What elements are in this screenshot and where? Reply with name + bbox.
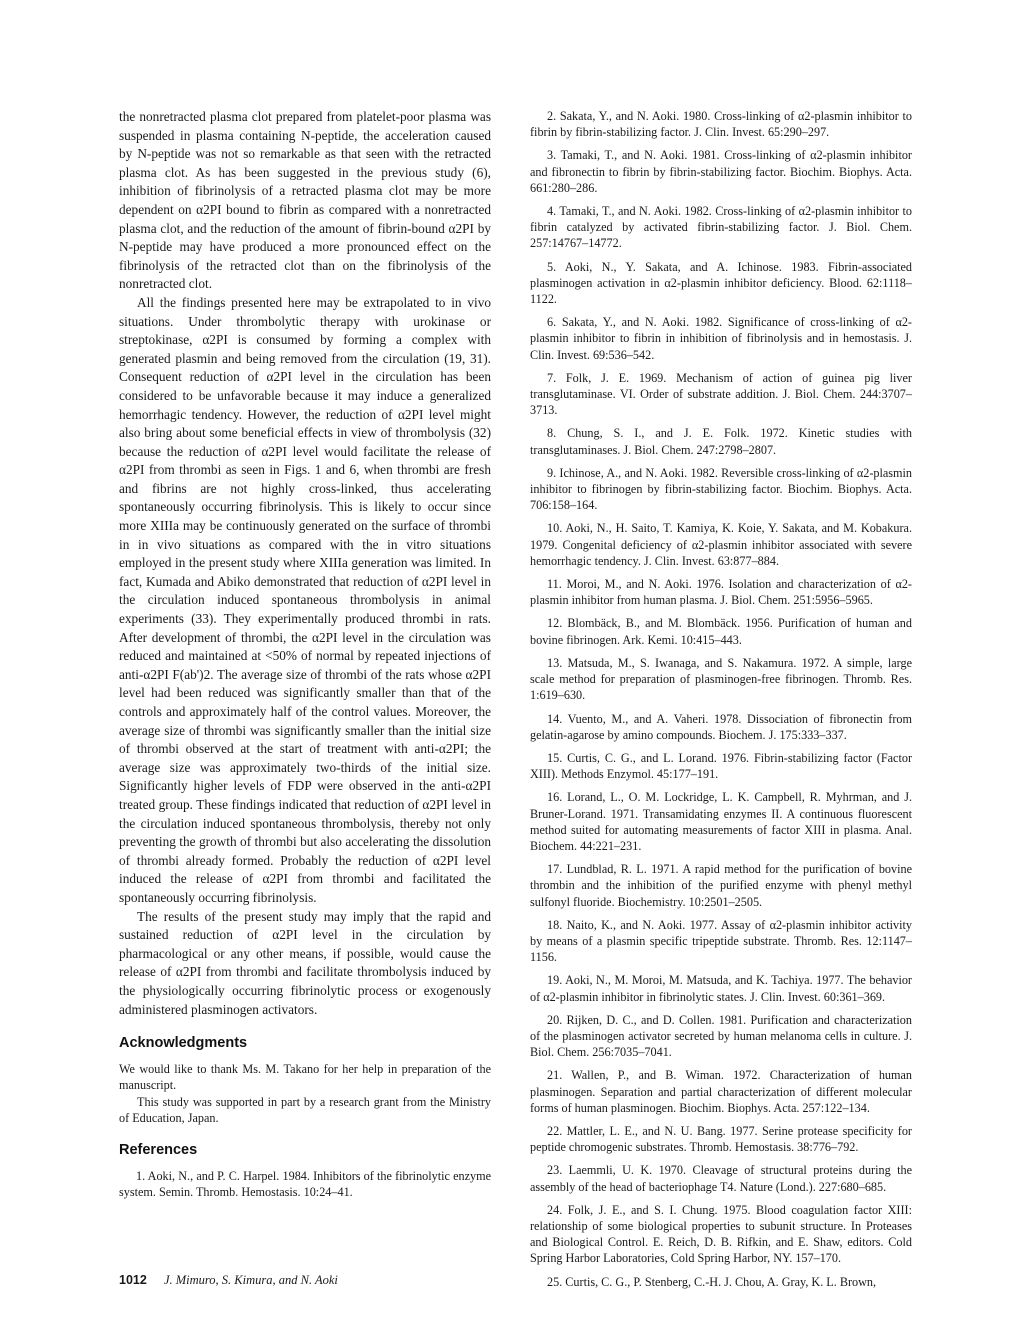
body-paragraph: The results of the present study may imply that the rapid and sustained reduction of α2PI level in the circulation by pharmacological or any other means, if possible, would cause the release of α2PI from thrombi and facilitate thrombolysis induced by the physiologically occurring fibrinolytic process or exogenously administered plasminogen activators. (119, 908, 491, 1017)
left-column (119, 108, 491, 1207)
reference-item: 16. Lorand, L., O. M. Lockridge, L. K. Campbell, R. Myhrman, and J. Bruner-Lorand. 1971. Transamidating enzymes II. A continuous fluorescent method suited for automating measurements of factor XIII in plasma. Anal. Biochem. 44:221–231. (530, 790, 912, 853)
page-footer (119, 1273, 338, 1288)
reference-item: 14. Vuento, M., and A. Vaheri. 1978. Dissociation of fibronectin from gelatin-agarose by amino compounds. Biochem. J. 175:333–337. (530, 711, 912, 742)
reference-item: 11. Moroi, M., and N. Aoki. 1976. Isolation and characterization of α2-plasmin inhibitor from human plasma. J. Biol. Chem. 251:5956–5965. (530, 577, 912, 608)
reference-item: 19. Aoki, N., M. Moroi, M. Matsuda, and K. Tachiya. 1977. The behavior of α2-plasmin inhibitor in fibrinolytic states. J. Clin. Invest. 60:361–369. (530, 973, 912, 1004)
right-column (530, 108, 912, 1297)
reference-item: 2. Sakata, Y., and N. Aoki. 1980. Cross-linking of α2-plasmin inhibitor to fibrin by fibrin-stabilizing factor. J. Clin. Invest. 65:290–297. (530, 109, 912, 140)
page-number: 1012 (119, 1273, 147, 1287)
reference-item: 25. Curtis, C. G., P. Stenberg, C.-H. J. Chou, A. Gray, K. L. Brown, (547, 1274, 877, 1289)
reference-item: 23. Laemmli, U. K. 1970. Cleavage of structural proteins during the assembly of the head of bacteriophage T4. Nature (Lond.). 227:680–685. (530, 1163, 912, 1194)
reference-item: 18. Naito, K., and N. Aoki. 1977. Assay of α2-plasmin inhibitor activity by means of a plasmin specific tripeptide substrate. Thromb. Res. 12:1147–1156. (530, 917, 912, 965)
reference-item: 7. Folk, J. E. 1969. Mechanism of action of guinea pig liver transglutaminase. VI. Order of substrate addition. J. Biol. Chem. 244:3707–3713. (530, 370, 912, 418)
reference-item: 17. Lundblad, R. L. 1971. A rapid method for the purification of bovine thrombin and the inhibition of the purified enzyme with phenyl methyl sulfonyl fluoride. Biochemistry. 10:2501–2505. (530, 862, 912, 909)
reference-item: 22. Mattler, L. E., and N. U. Bang. 1977. Serine protease specificity for peptide chromogenic substrates. Thromb. Hemostasis. 38:776–792. (530, 1123, 912, 1155)
reference-item: 10. Aoki, N., H. Saito, T. Kamiya, K. Koie, Y. Sakata, and M. Kobakura. 1979. Congenital deficiency of α2-plasmin inhibitor associated with severe hemorrhagic tendency. J. Clin. Invest. 63:877–884. (530, 521, 912, 568)
reference-item: 9. Ichinose, A., and N. Aoki. 1982. Reversible cross-linking of α2-plasmin inhibitor to fibrinogen by fibrin-stabilizing factor. Biochim. Biophys. Acta. 706:158–164. (530, 465, 912, 513)
reference-item: 15. Curtis, C. G., and L. Lorand. 1976. Fibrin-stabilizing factor (Factor XIII). Methods Enzymol. 45:177–191. (530, 750, 912, 782)
references-heading: References (119, 1141, 198, 1158)
reference-item: 4. Tamaki, T., and N. Aoki. 1982. Cross-linking of α2-plasmin inhibitor to fibrin catalyzed by activated fibrin-stabilizing factor. J. Biol. Chem. 257:14767–14772. (530, 204, 912, 251)
reference-item: 8. Chung, S. I., and J. E. Folk. 1972. Kinetic studies with transglutaminases. J. Biol. Chem. 247:2798–2807. (530, 426, 912, 457)
reference-item: 3. Tamaki, T., and N. Aoki. 1981. Cross-linking of α2-plasmin inhibitor and fibronectin to fibrin by fibrin-stabilizing factor. Biochim. Biophys. Acta. 661:280–286. (530, 148, 912, 195)
body-paragraph: the nonretracted plasma clot prepared from platelet-poor plasma was suspended in plasma containing N-peptide, the acceleration caused by N-peptide was not so remarkable as that seen with the retracted plasma clot. As has been suggested in the previous study (6), inhibition of fibrinolysis of a retracted plasma clot may be more dependent on α2PI bound to fibrin as compared with a nonretracted plasma clot, and the reduction of the amount of fibrin-bound α2PI by N-peptide may have produced a more pronounced effect on the fibrinolysis of the retracted clot than on the fibrinolysis of the nonretracted clot. (119, 109, 491, 292)
acknowledgment-text: We would like to thank Ms. M. Takano for her help in preparation of the manuscript. (119, 1062, 491, 1093)
reference-item: 1. Aoki, N., and P. C. Harpel. 1984. Inhibitors of the fibrinolytic enzyme system. Semin. Thromb. Hemostasis. 10:24–41. (119, 1168, 491, 1200)
reference-item: 20. Rijken, D. C., and D. Collen. 1981. Purification and characterization of the plasminogen activator secreted by human melanoma cells in culture. J. Biol. Chem. 256:7035–7041. (530, 1012, 912, 1060)
acknowledgments-heading: Acknowledgments (119, 1035, 248, 1052)
reference-item: 13. Matsuda, M., S. Iwanaga, and S. Nakamura. 1972. A simple, large scale method for preparation of plasminogen-free fibrinogen. Thromb. Res. 1:619–630. (530, 655, 912, 703)
reference-item: 12. Blombäck, B., and M. Blombäck. 1956. Purification of human and bovine fibrinogen. Ark. Kemi. 10:415–443. (530, 616, 912, 647)
running-authors: J. Mimuro, S. Kimura, and N. Aoki (163, 1273, 338, 1287)
body-paragraph: All the findings presented here may be extrapolated to in vivo situations. Under thrombolytic therapy with urokinase or streptokinase, α2PI is consumed by forming a complex with generated plasmin and being removed from the circulation (19, 31). Consequent reduction of α2PI level in the circulation has been considered to be unfavorable because it may induce a generalized hemorrhagic tendency. However, the reduction of α2PI level might also bring about some beneficial effects in view of thrombolysis (32) because the reduction of α2PI level would facilitate the release of α2PI from thrombi as seen in Figs. 1 and 6, when thrombi are fresh and fibrins are not highly cross-linked, thus accelerating spontaneously occurring fibrinolysis. This is likely to occur since more XIIIa may be continuously generated on the surface of thrombi in in vivo situations as compared with the in vitro situations employed in the present study where XIIIa generation was limited. In fact, Kumada and Abiko demonstrated that reduction of α2PI level in the circulation induced spontaneous thrombolysis in animal experiments (33). They experimentally produced thrombi in rats. After development of thrombi, the α2PI level in the circulation was reduced and maintained at <50% of normal by repeated injections of anti-α2PI F(ab')2. The average size of thrombi of the rats whose α2PI level had been reduced was significantly smaller than that of the controls and approximately half of the control values. Moreover, the average size of thrombi was significantly smaller than the initial size of thrombi observed at the start of treatment with anti-α2PI; the average size was approximately two-thirds of the initial size. Significantly higher levels of FDP were observed in the anti-α2PI treated group. These findings indicated that reduction of α2PI level in the circulation induced spontaneous thrombolysis, thereby not only preventing the growth of thrombi but also accelerating the dissolution of thrombi already formed. Probably the reduction of α2PI level induced the release of α2PI from thrombi and facilitated the spontaneously occurring fibrinolysis. (119, 294, 491, 905)
acknowledgment-text: This study was supported in part by a research grant from the Ministry of Education, Japan. (119, 1094, 491, 1125)
reference-item: 21. Wallen, P., and B. Wiman. 1972. Characterization of human plasminogen. Separation and partial characterization of different molecular forms of human plasminogen. Biochim. Biophys. Acta. 257:122–134. (530, 1068, 912, 1115)
reference-item: 6. Sakata, Y., and N. Aoki. 1982. Significance of cross-linking of α2-plasmin inhibitor to fibrin in inhibition of fibrinolysis and in hemostasis. J. Clin. Invest. 69:536–542. (530, 315, 912, 362)
reference-item: 5. Aoki, N., Y. Sakata, and A. Ichinose. 1983. Fibrin-associated plasminogen activation in α2-plasmin inhibitor deficiency. Blood. 62:1118–1122. (530, 259, 912, 307)
reference-item: 24. Folk, J. E., and S. I. Chung. 1975. Blood coagulation factor XIII: relationship of some biological properties to subunit structure. In Proteases and Biological Control. E. Reich, D. B. Rifkin, and E. Shaw, editors. Cold Spring Harbor Laboratories, Cold Spring Harbor, NY. 157–170. (530, 1202, 912, 1266)
